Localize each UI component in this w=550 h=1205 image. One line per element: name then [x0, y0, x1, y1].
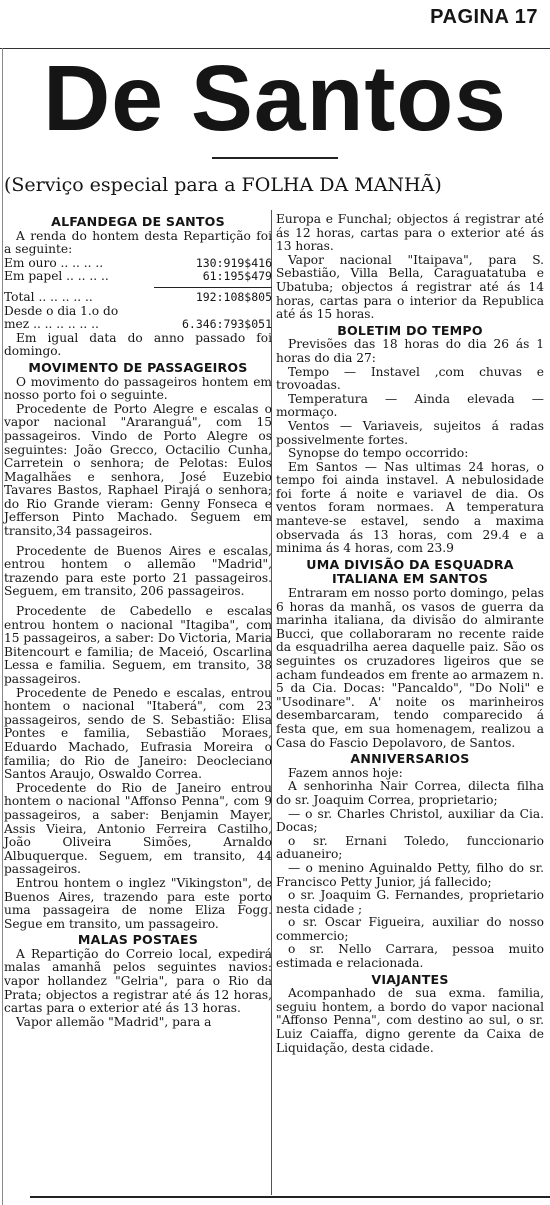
revenue-value: 192:108$805	[195, 289, 272, 304]
list-item: — o sr. Charles Christol, auxiliar da Cia. Docas;	[276, 806, 544, 835]
paragraph: Procedente de Porto Alegre e escalas o vapor nacional "Araranguá", com 15 passageiros. Vindo de Porto Alegre os seguintes: João Grecco, Octacilio Cunha, Carretein o senhora; de Pelotas: Eulos Magalhães e senhora, José Euzebio Tavares Bastos, Raphael Pirajá o senhora; do Rio Grande vieram: Genny Fonseca e Jefferson Pinto Machado. Seguem em transito,34 passageiros.	[4, 401, 272, 539]
paragraph: Vapor nacional "Itaipava", para S. Sebastião, Villa Bella, Caraguatatuba e Ubatuba; objectos á registrar até ás 14 horas, cartas para o interior da Republica até ás 15 horas.	[276, 252, 544, 322]
paragraph: O movimento do passageiros hontem em nosso porto foi o seguinte.	[4, 374, 272, 403]
paragraph: Entraram em nosso porto domingo, pelas 6 horas da manhã, os vasos de guerra da marinha italiana, da divisão do almirante Bucci, que collaboraram no recente raide da esquadrilha aerea daquelle paiz. São os seguintes os cruzadores ligeiros que se acham fundeados em frente ao armazem n. 5 da Cia. Docas: "Pancaldo", "Do Noli" e "Usodinare". A' noite os marinheiros desembarcaram, tendo comparecido á festa que, em sua homenagem, realizou a Casa do Fascio Depolavoro, de Santos.	[276, 586, 544, 750]
revenue-label: Em papel .. .. .. ..	[4, 269, 109, 284]
heading-passageiros: MOVIMENTO DE PASSAGEIROS	[28, 359, 248, 375]
paragraph: Procedente do Rio de Janeiro entrou hontem o nacional "Affonso Penna", com 9 passageiros, a saber: Benjamin Mayer, Assis Vieira, Antonio Ferreira Castilho, João Oliveira Simões, Arnaldo Albuquerque. Seguem, em transito, 44 passageiros.	[4, 780, 272, 877]
bottom-rule	[30, 1196, 550, 1198]
section-masthead: De Santos	[43, 46, 507, 150]
revenue-label: Desde o dia 1.o do	[4, 303, 119, 318]
list-item: — o menino Aguinaldo Petty, filho do sr. Francisco Petty Junior, já fallecido;	[276, 860, 544, 889]
right-column	[276, 213, 544, 1055]
paragraph: Procedente de Penedo e escalas, entrou hontem o nacional "Itaberá", com 23 passageiros, sendo de S. Sebastião: Elisa Pontes e familia, Sebastião Moraes, Eduardo Machado, Eufrasia Moreira o familia; do Rio de Janeiro: Deocleciano Santos Araujo, Oswaldo Correa.	[4, 685, 272, 782]
alfandega-intro: A renda do hontem desta Repartição foi a seguinte:	[4, 228, 272, 257]
page-header	[0, 0, 550, 49]
revenue-row-desde-a	[4, 305, 272, 319]
revenue-value: 130:919$416	[195, 255, 272, 270]
revenue-row-total	[4, 291, 272, 305]
paragraph: Temperatura — Ainda elevada — mormaço.	[276, 391, 544, 420]
revenue-value: 61:195$479	[202, 269, 272, 284]
heading-malas: MALAS POSTAES	[77, 932, 199, 948]
paragraph: Previsões das 18 horas do dia 26 ás 1 horas do dia 27:	[276, 337, 544, 365]
heading-divisao-1: UMA DIVISÃO DA ESQUADRA	[306, 556, 514, 572]
list-item: o sr. Joaquim G. Fernandes, proprietario nesta cidade ;	[276, 888, 544, 916]
heading-boletim: BOLETIM DO TEMPO	[337, 322, 483, 338]
paragraph: Acompanhado de sua exma. familia, seguiu hontem, a bordo do vapor nacional "Affonso Penna", com destino ao sul, o sr. Luiz Caiaffa, digno gerente da Caixa de Liquidação, desta cidade.	[276, 986, 544, 1055]
revenue-row-desde-b	[4, 318, 272, 332]
heading-viajantes: VIAJANTES	[371, 971, 449, 987]
alfandega-igual: Em igual data do anno passado foi domingo.	[4, 330, 272, 359]
list-item: o sr. Nello Carrara, pessoa muito estimada e relacionada.	[276, 942, 544, 971]
paragraph: Europa e Funchal; objectos á registrar até ás 12 horas, cartas para o exterior até ás 13 horas.	[276, 212, 544, 254]
paragraph: Procedente de Buenos Aires e escalas, entrou hontem o allemão "Madrid", trazendo para este porto 21 passageiros. Seguem, em transito, 206 passageiros.	[4, 543, 272, 599]
paragraph: Entrou hontem o inglez "Vikingston", de Buenos Aires, trazendo para este porto uma passageira de nome Eliza Fogg. Segue em transito, um passageiro.	[4, 875, 272, 931]
page-number-label: PAGINA 17	[430, 6, 538, 28]
revenue-value: 6.346:793$051	[181, 317, 272, 332]
heading-divisao-2: ITALIANA EM SANTOS	[331, 571, 489, 587]
revenue-row-papel	[4, 270, 272, 284]
left-column	[4, 213, 272, 1029]
paragraph: Procedente de Cabedello e escalas entrou hontem o nacional "Itagiba", com 15 passageiros, a saber: Do Victoria, Maria Bitencourt e familia; de Maceió, Oscarlina Lessa e familia. Seguem, em transito, 38 passageiros.	[4, 604, 272, 686]
paragraph: Vapor allemão "Madrid", para a	[16, 1014, 212, 1029]
section-subtitle: (Serviço especial para a FOLHA DA MANHÃ)	[4, 174, 442, 196]
left-margin-rule	[2, 48, 3, 1205]
revenue-label: Em ouro .. .. .. ..	[4, 255, 104, 270]
heading-alfandega: ALFANDEGA DE SANTOS	[51, 214, 225, 229]
revenue-label: Total .. .. .. .. ..	[4, 289, 93, 304]
paragraph: A Repartição do Correio local, expedirá malas amanhã pelos seguintes navios: vapor hollandez "Gelria", para o Rio da Prata; objectos a registrar até ás 12 horas, cartas para o exterior até ás 13 horas.	[4, 946, 272, 1016]
heading-anniversarios: ANNIVERSARIOS	[350, 751, 470, 767]
paragraph: Synopse do tempo occorrido:	[288, 446, 469, 461]
paragraph: Fazem annos hoje:	[288, 765, 403, 780]
list-item: o sr. Oscar Figueira, auxiliar do nosso commercio;	[276, 915, 544, 943]
revenue-label: mez .. .. .. .. .. ..	[4, 317, 99, 332]
paragraph: Ventos — Variaveis, sujeitos á radas possivelmente fortes.	[276, 418, 544, 447]
sum-rule	[154, 287, 272, 288]
masthead-underline	[212, 157, 338, 159]
list-item: o sr. Ernani Toledo, funccionario aduaneiro;	[276, 833, 544, 862]
paragraph: Tempo — Instavel ,com chuvas e trovoadas.	[276, 364, 544, 393]
paragraph: Em Santos — Nas ultimas 24 horas, o tempo foi ainda instavel. A nebulosidade foi forte á noite e variavel de dia. Os ventos foram normaes. A temperatura manteve-se estavel, sendo a maxima observada ás 13 horas, com 29.4 e a minima ás 4 horas, com 23.9	[276, 459, 544, 556]
list-item: A senhorinha Nair Correa, dilecta filha do sr. Joaquim Correa, proprietario;	[276, 779, 544, 807]
revenue-row-ouro	[4, 257, 272, 271]
